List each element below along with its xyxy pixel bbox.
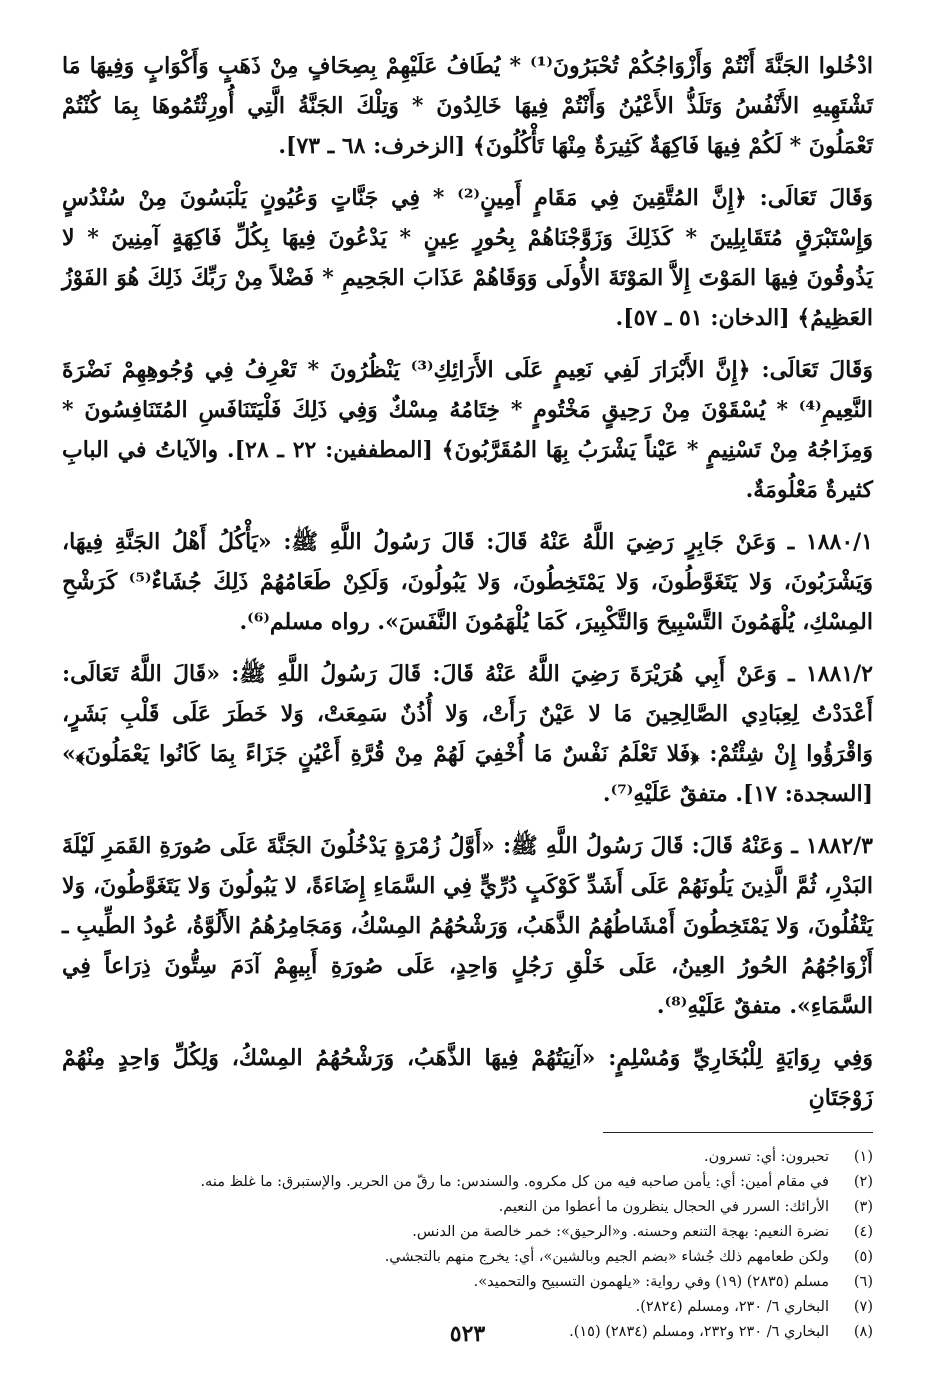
- footnote-item: [62, 1170, 873, 1195]
- footnote-number: (٦): [853, 1274, 873, 1290]
- footnote-text: مسلم (٢٨٣٥) (١٩) وفي رواية: «يلهمون التسبيح والتحميد».: [473, 1274, 829, 1290]
- footnote-item: [62, 1245, 873, 1270]
- footnote-text: البخاري ٦/ ٢٣٠، ومسلم (٢٨٢٤).: [635, 1299, 829, 1315]
- page-number: ٥٢٣: [449, 1321, 486, 1347]
- footnote-number: (٨): [853, 1324, 873, 1340]
- footnote-number: (٧): [853, 1299, 873, 1315]
- footnote-text: تحبرون: أي: تسرون.: [703, 1149, 829, 1165]
- footnote-item: [62, 1195, 873, 1220]
- hadith-paragraph: ١٨٨٢/٣ ـ وَعَنْهُ قَالَ: قَالَ رَسُولُ اللَّهِ ﷺ: «أَوَّلُ زُمْرَةٍ يَدْخُلُونَ الجَنَّةَ عَلَى صُورَةِ القَمَرِ لَيْلَةَ البَدْرِ، ثُمَّ الَّذِينَ يَلُونَهُمْ عَلَى أَشَدِّ كَوْكَبٍ دُرِّيٍّ فِي السَّمَاءِ إِضَاءَةً، لا يَبُولُونَ وَلا يَتَغَوَّطُونَ، وَلا يَتْفُلُونَ، وَلا يَمْتَخِطُونَ أَمْشَاطُهُمُ الذَّهَبُ، وَرَشْحُهُمُ المِسْكُ، وَمَجَامِرُهُمُ الأَلُوَّةُ، عُودُ الطِّيبِ ـ أَزْوَاجُهُمُ الحُورُ العِينُ، عَلَى خَلْقِ رَجُلٍ وَاحِدٍ، عَلَى صُورَةِ أَبِيهِمْ آدَمَ سِتُّونَ ذِرَاعاً فِي السَّمَاءِ». متفقٌ عَلَيْهِ⁽⁸⁾.: [62, 833, 873, 1019]
- footnote-text: في مقام أمين: أي: يأمن صاحبه فيه من كل مكروه. والسندس: ما رقّ من الحرير. والإستبرق: ما غلظ منه.: [200, 1174, 829, 1190]
- main-text: [62, 46, 873, 1118]
- hadith-paragraph: ١٨٨١/٢ ـ وَعَنْ أَبِي هُرَيْرَةَ رَضِيَ اللَّهُ عَنْهُ قَالَ: قَالَ رَسُولُ اللَّهِ ﷺ: «قَالَ اللَّهُ تَعَالَى: أَعْدَدْتُ لِعِبَادِي الصَّالِحِينَ مَا لا عَيْنٌ رَأَتْ، وَلا أُذُنٌ سَمِعَتْ، وَلا خَطَرَ عَلَى قَلْبِ بَشَرٍ، وَاقْرَؤُوا إِنْ شِئْتُمْ: ﴿فَلا تَعْلَمُ نَفْسٌ مَا أُخْفِيَ لَهُمْ مِنْ قُرَّةِ أَعْيُنٍ جَزَاءً بِمَا كَانُوا يَعْمَلُونَ﴾» [السجدة: ١٧]. متفقٌ عَلَيْهِ⁽⁷⁾.: [62, 661, 873, 807]
- footnote-number: (٤): [853, 1224, 873, 1240]
- quran-verse-paragraph: وَقَالَ تَعَالَى: ﴿إِنَّ المُتَّقِينَ فِي مَقَامٍ أَمِينٍ⁽²⁾ * فِي جَنَّاتٍ وَعُيُونٍ يَلْبَسُونَ مِنْ سُنْدُسٍ وَإِسْتَبْرَقٍ مُتَقَابِلِينَ * كَذَلِكَ وَزَوَّجْنَاهُمْ بِحُورٍ عِينٍ * يَدْعُونَ فِيهَا بِكُلِّ فَاكِهَةٍ آمِنِينَ * لا يَذُوقُونَ فِيهَا المَوْتَ إِلاَّ المَوْتَةَ الأُولَى وَوَقَاهُمْ عَذَابَ الجَحِيمِ * فَضْلاً مِنْ رَبِّكَ ذَلِكَ هُوَ الفَوْزُ العَظِيمُ﴾ [الدخان: ٥١ ـ ٥٧].: [62, 185, 873, 331]
- footnote-divider: [603, 1132, 873, 1133]
- footnote-text: البخاري ٦/ ٢٣٠ و٢٣٢، ومسلم (٢٨٣٤) (١٥).: [569, 1324, 829, 1340]
- footnote-number: (١): [853, 1149, 873, 1165]
- footnote-item: [62, 1220, 873, 1245]
- footnote-text: الأرائك: السرر في الحجال ينظرون ما أعطوا من النعيم.: [498, 1199, 829, 1215]
- quran-verse-paragraph: ادْخُلوا الجَنَّةَ أَنْتُمْ وَأَزْوَاجُكُمْ تُحْبَرُونَ⁽¹⁾ * يُطَافُ عَلَيْهِمْ بِصِحَافٍ مِنْ ذَهَبٍ وَأَكْوَابٍ وَفِيهَا مَا تَشْتَهِيهِ الأَنْفُسُ وَتَلَذُّ الأَعْيُنُ وَأَنْتُمْ فِيهَا خَالِدُونَ * وَتِلْكَ الجَنَّةُ الَّتِي أُورِثْتُمُوهَا بِمَا كُنْتُمْ تَعْمَلُونَ * لَكُمْ فِيهَا فَاكِهَةٌ كَثِيرَةٌ مِنْهَا تَأْكُلُونَ﴾ [الزخرف: ٦٨ ـ ٧٣].: [62, 53, 874, 159]
- footnote-text: ولكن طعامهم ذلك جُشاء «بضم الجيم وبالشين»، أي: يخرج منهم بالتجشي.: [384, 1249, 829, 1265]
- hadith-paragraph: وَفِي رِوَايَةٍ لِلْبُخَارِيِّ وَمُسْلِمٍ: «آنِيَتُهُمْ فِيهَا الذَّهَبُ، وَرَشْحُهُمُ المِسْكُ، وَلِكُلِّ وَاحِدٍ مِنْهُمْ زَوْجَتَانِ: [62, 1045, 873, 1111]
- footnote-item: [62, 1270, 873, 1295]
- footnote-number: (٣): [853, 1199, 873, 1215]
- footnotes: [62, 1145, 873, 1345]
- footnote-number: (٥): [853, 1249, 873, 1265]
- hadith-paragraph: ١٨٨٠/١ ـ وَعَنْ جَابِرٍ رَضِيَ اللَّهُ عَنْهُ قَالَ: قَالَ رَسُولُ اللَّهِ ﷺ: «يَأْكُلُ أَهْلُ الجَنَّةِ فِيهَا، وَيَشْرَبُونَ، وَلا يَتَغَوَّطُونَ، وَلا يَمْتَخِطُونَ، وَلا يَبُولُونَ، وَلَكِنْ طَعَامُهُمْ ذَلِكَ جُشَاءٌ⁽⁵⁾ كَرَشْحِ المِسْكِ، يُلْهَمُونَ التَّسْبِيحَ وَالتَّكْبِيرَ، كَمَا يُلْهَمُونَ النَّفَسَ». رواه مسلم⁽⁶⁾.: [62, 529, 873, 635]
- footnote-text: نضرة النعيم: بهجة التنعم وحسنه. و«الرحيق»: خمر خالصة من الدنس.: [412, 1224, 829, 1240]
- footnote-number: (٢): [853, 1174, 873, 1190]
- footnote-item: [62, 1145, 873, 1170]
- quran-verse-paragraph: وَقَالَ تَعَالَى: ﴿إِنَّ الأَبْرَارَ لَفِي نَعِيمٍ عَلَى الأَرَائِكِ⁽³⁾ يَنْظُرُونَ * تَعْرِفُ فِي وُجُوهِهِمْ نَضْرَةَ النَّعِيمِ⁽⁴⁾ * يُسْقَوْنَ مِنْ رَحِيقٍ مَخْتُومٍ * خِتَامُهُ مِسْكٌ وَفِي ذَلِكَ فَلْيَتَنَافَسِ المُتَنَافِسُونَ * وَمِزَاجُهُ مِنْ تَسْنِيمٍ * عَيْناً يَشْرَبُ بِهَا المُقَرَّبُونَ﴾ [المطففين: ٢٢ ـ ٢٨]. والآياتُ في البابِ كثيرةٌ مَعْلُومَةٌ.: [62, 357, 873, 503]
- footnote-item: [62, 1295, 873, 1320]
